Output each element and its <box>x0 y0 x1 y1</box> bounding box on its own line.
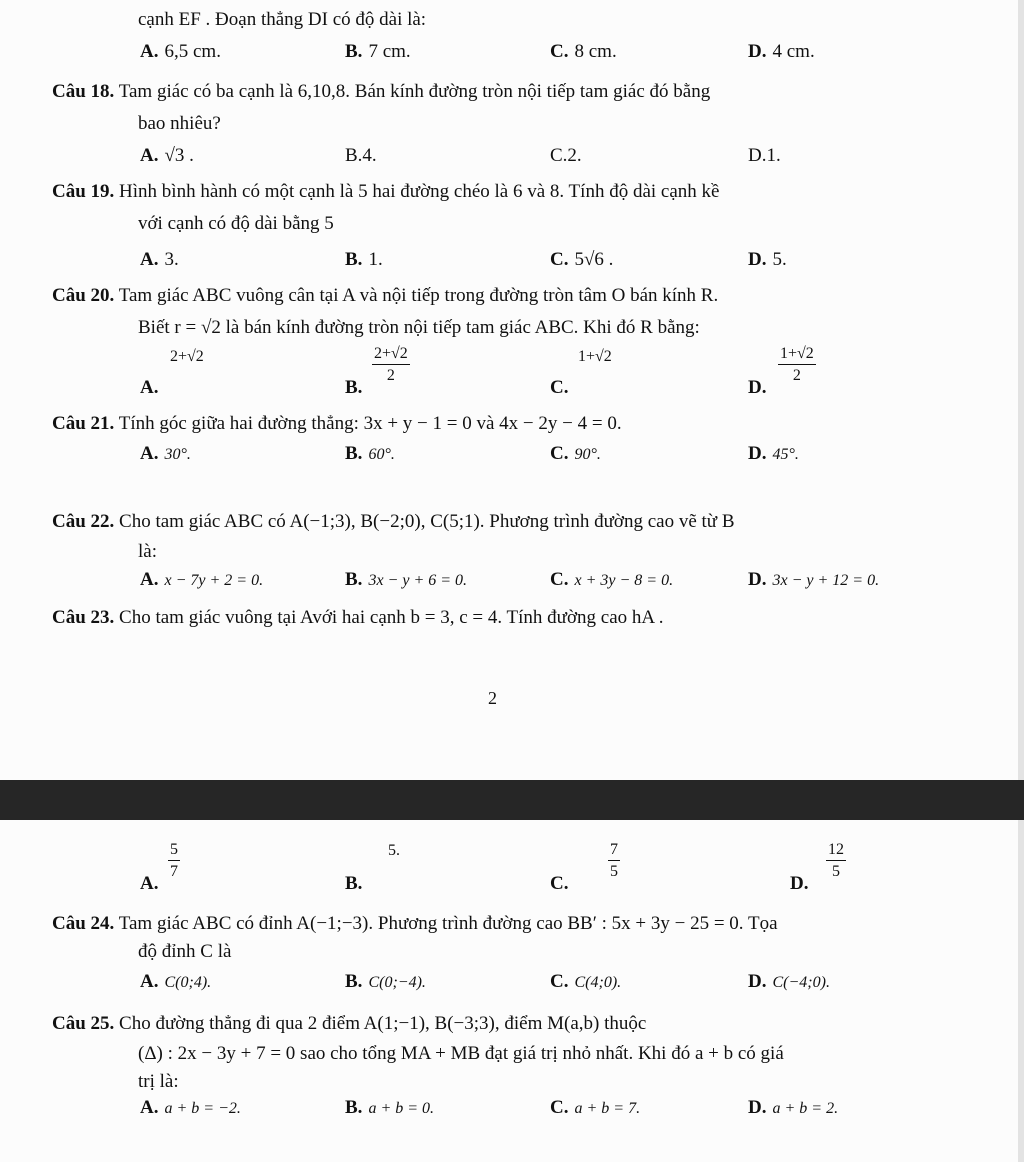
q19-stem: Câu 19. Hình bình hành có một cạnh là 5 hai đường chéo là 6 và 8. Tính độ dài cạnh kề <box>52 181 720 202</box>
q23-option-b[interactable]: B. <box>345 873 363 894</box>
q20-option-c[interactable]: C. <box>550 377 569 398</box>
q19-option-a[interactable]: A. 3. <box>140 249 179 270</box>
q17-option-a[interactable]: A. 6,5 cm. <box>140 41 221 62</box>
q19-option-b[interactable]: B. 1. <box>345 249 383 270</box>
q24-stem: Câu 24. Tam giác ABC có đỉnh A(−1;−3). Phương trình đường cao BB′ : 5x + 3y − 25 = 0. Tọa <box>52 913 778 934</box>
q23-option-c-fraction: 7 5 <box>608 840 620 883</box>
q25-option-b[interactable]: B. a + b = 0. <box>345 1097 435 1118</box>
q20-option-c-value: 1+√2 <box>578 348 612 365</box>
q18-option-b[interactable]: B.4. <box>345 145 377 166</box>
q25-stem-line3: trị là: <box>138 1071 179 1092</box>
q23-option-c[interactable]: C. <box>550 873 569 894</box>
q23-option-a-fraction: 5 7 <box>168 840 180 883</box>
page-bottom <box>0 820 1024 1162</box>
q18-option-d[interactable]: D.1. <box>748 145 781 166</box>
q23-option-d[interactable]: D. <box>790 873 809 894</box>
q22-option-b[interactable]: B. 3x − y + 6 = 0. <box>345 569 468 590</box>
page-number: 2 <box>488 688 497 708</box>
q25-stem-line2: (Δ) : 2x − 3y + 7 = 0 sao cho tổng MA + MB đạt giá trị nhỏ nhất. Khi đó a + b có giá <box>138 1043 784 1064</box>
q17-option-d[interactable]: D. 4 cm. <box>748 41 815 62</box>
q23-option-b-value: 5. <box>388 842 400 859</box>
q23-option-d-fraction: 12 5 <box>826 840 846 883</box>
q17-option-b[interactable]: B. 7 cm. <box>345 41 411 62</box>
q21-option-a[interactable]: A. 30°. <box>140 443 191 464</box>
q24-option-b[interactable]: B. C(0;−4). <box>345 971 426 992</box>
q20-option-b-fraction: 2+√2 2 <box>372 344 410 387</box>
page-edge <box>1018 820 1024 1162</box>
q20-stem-line2: Biết r = √2 là bán kính đường tròn nội tiếp tam giác ABC. Khi đó R bằng: <box>138 317 700 338</box>
q24-option-c[interactable]: C. C(4;0). <box>550 971 622 992</box>
q18-option-c[interactable]: C.2. <box>550 145 582 166</box>
q22-option-d[interactable]: D. 3x − y + 12 = 0. <box>748 569 880 590</box>
q19-option-d[interactable]: D. 5. <box>748 249 787 270</box>
q21-stem: Câu 21. Tính góc giữa hai đường thẳng: 3x + y − 1 = 0 và 4x − 2y − 4 = 0. <box>52 413 622 434</box>
q24-stem-line2: độ đỉnh C là <box>138 941 232 962</box>
q20-option-b[interactable]: B. <box>345 377 363 398</box>
q19-stem-line2: với cạnh có độ dài bằng 5 <box>138 213 334 234</box>
q24-option-a[interactable]: A. C(0;4). <box>140 971 212 992</box>
q22-option-c[interactable]: C. x + 3y − 8 = 0. <box>550 569 674 590</box>
q25-option-a[interactable]: A. a + b = −2. <box>140 1097 241 1118</box>
q19-option-c[interactable]: C. 5√6 . <box>550 249 614 270</box>
q20-option-d[interactable]: D. <box>748 377 767 398</box>
q18-option-a[interactable]: A. √3 . <box>140 145 194 166</box>
q20-option-a[interactable]: A. <box>140 377 159 398</box>
q20-stem: Câu 20. Tam giác ABC vuông cân tại A và nội tiếp trong đường tròn tâm O bán kính R. <box>52 285 719 306</box>
q24-option-d[interactable]: D. C(−4;0). <box>748 971 830 992</box>
q17-option-c[interactable]: C. 8 cm. <box>550 41 617 62</box>
q21-option-d[interactable]: D. 45°. <box>748 443 799 464</box>
q21-option-c[interactable]: C. 90°. <box>550 443 601 464</box>
q20-option-a-value: 2+√2 <box>170 348 204 365</box>
q25-option-c[interactable]: C. a + b = 7. <box>550 1097 641 1118</box>
q21-option-b[interactable]: B. 60°. <box>345 443 395 464</box>
q25-stem: Câu 25. Cho đường thẳng đi qua 2 điểm A(1;−1), B(−3;3), điểm M(a,b) thuộc <box>52 1013 647 1034</box>
q18-stem: Câu 18. Tam giác có ba cạnh là 6,10,8. Bán kính đường tròn nội tiếp tam giác đó bằng <box>52 81 711 102</box>
q23-stem: Câu 23. Cho tam giác vuông tại Avới hai cạnh b = 3, c = 4. Tính đường cao hA . <box>52 607 664 628</box>
q20-option-d-fraction: 1+√2 2 <box>778 344 816 387</box>
q23-option-a[interactable]: A. <box>140 873 159 894</box>
q22-option-a[interactable]: A. x − 7y + 2 = 0. <box>140 569 264 590</box>
q17-stem-tail: cạnh EF . Đoạn thẳng DI có độ dài là: <box>138 9 427 30</box>
q25-option-d[interactable]: D. a + b = 2. <box>748 1097 839 1118</box>
page-separator <box>0 780 1024 820</box>
q18-stem-line2: bao nhiêu? <box>138 113 221 134</box>
page-edge <box>1018 0 1024 780</box>
q22-stem: Câu 22. Cho tam giác ABC có A(−1;3), B(−2;0), C(5;1). Phương trình đường cao vẽ từ B <box>52 511 735 532</box>
q22-stem-line2: là: <box>138 541 157 562</box>
